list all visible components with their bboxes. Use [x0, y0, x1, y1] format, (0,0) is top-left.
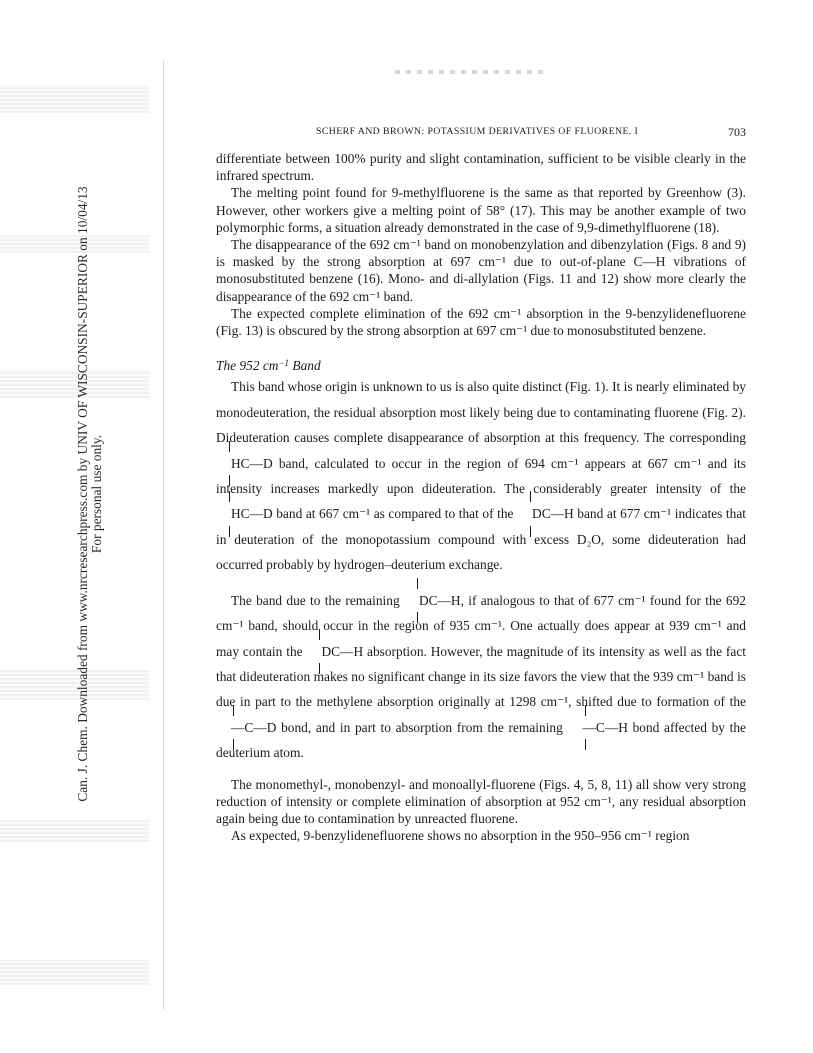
section-heading [216, 357, 746, 374]
bleed-through-mark [0, 85, 150, 113]
text-run: , if analogous to that of 677 cm⁻¹ found for the 692 cm⁻¹ band, should occur in the region of 935 cm⁻¹. One actually does appear at 939 cm⁻¹ and may contain the [216, 592, 746, 659]
structure-hcd [216, 501, 273, 526]
bond-line [585, 705, 586, 716]
text-run: bond, and in part to absorption from the remaining [276, 719, 568, 735]
page-number: 703 [728, 125, 746, 139]
bleed-through-mark [0, 820, 150, 842]
structure-label: DC—H [532, 506, 574, 522]
structure-ccd [216, 715, 276, 740]
structure-label: DC—H [321, 643, 364, 659]
paragraph: As expected, 9-benzylidenefluorene shows no absorption in the 950–956 cm⁻¹ region [231, 828, 690, 844]
text-run: bond affected by the deuterium atom. [216, 719, 746, 761]
bond-line [319, 663, 320, 674]
bond-line [530, 491, 531, 502]
running-title: SCHERF AND BROWN: POTASSIUM DERIVATIVES OF FLUORENE. I [316, 126, 639, 137]
heading-text: Band [289, 358, 321, 374]
structure-dch [306, 639, 363, 664]
text-run: The band due to the remaining [231, 592, 404, 608]
text-run: band at 667 cm⁻¹ as compared to that of the [272, 506, 518, 522]
bond-line [530, 526, 531, 537]
paragraph [216, 588, 746, 766]
paragraph: The monomethyl-, monobenzyl- and monoallyl-fluorene (Figs. 4, 5, 8, 11) all show very strong reduction of intensity or complete elimination of absorption at 952 cm⁻¹, any residual absorption again being due to contamination by unreacted fluorene. [216, 776, 746, 826]
bond-line [229, 491, 230, 502]
structure-label: —C—H [582, 719, 628, 735]
bond-line [585, 739, 586, 750]
structure-label: HC—D [231, 506, 273, 522]
paragraph: The melting point found for 9-methylfluorene is the same as that reported by Greenhow (3). However, other workers give a melting point of 58° (17). This may be another example of two polymorphic forms, a situation already demonstrated in the case of 9,9-dimethylfluorene (18). [216, 185, 746, 235]
text-run: band, calculated to occur in the region of 694 cm⁻¹ appears at 667 cm⁻¹ and its intensity increases markedly upon dideuteration. The considerably greater intensity of the [216, 455, 746, 497]
bond-line [233, 739, 234, 750]
bleed-through-mark [395, 70, 545, 74]
article-body [216, 150, 746, 844]
structure-label: DC—H [418, 592, 461, 608]
paragraph: differentiate between 100% purity and slight contamination, sufficient to be visible clearly in the infrared spectrum. [216, 151, 746, 184]
text-run: This band whose origin is unknown to us is also quite distinct (Fig. 1). It is nearly eliminated by monodeuteration, the residual absorption most likely being due to contaminating fluorene (Fig. 2). Dideuteration causes complete disappearance of absorption at this frequency. The corresponding [216, 379, 746, 446]
bond-line [233, 705, 234, 716]
paragraph: The disappearance of the 692 cm⁻¹ band on monobenzylation and dibenzylation (Figs. 8 and 9) is masked by the strong absorption at 697 cm⁻¹ due to out-of-plane C—H vibrations of monosubstituted benzene (16). Mono- and di-allylation (Figs. 11 and 12) show more clearly the disappearance of the 692 cm⁻¹ band. [216, 237, 746, 304]
bond-line [229, 441, 230, 452]
structure-cch [568, 715, 628, 740]
bleed-through-mark [0, 960, 150, 985]
text-run: absorption. However, the magnitude of its intensity as well as the fact that dideuteration makes no significant change in its size favors the view that the 939 cm⁻¹ band is due in part to the methylene absorption originally at 1298 cm⁻¹, shifted due to formation of the [216, 643, 746, 710]
paragraph [216, 374, 746, 577]
bond-line [319, 629, 320, 640]
heading-superscript: −1 [278, 358, 290, 369]
watermark-line-1: Can. J. Chem. Downloaded from www.nrcresearchpress.com by UNIV OF WISCONSIN-SUPERIOR on 10/04/13 [75, 186, 90, 802]
structure-hcd [216, 451, 273, 476]
bond-line [229, 526, 230, 537]
bond-line [417, 612, 418, 623]
structure-dch [517, 501, 574, 526]
structure-label: HC—D [231, 455, 273, 471]
bond-line [229, 475, 230, 486]
paragraph: The expected complete elimination of the 692 cm⁻¹ absorption in the 9-benzylidenefluorene (Fig. 13) is obscured by the strong absorption at 697 cm⁻¹ due to monosubstituted benzene. [216, 305, 746, 339]
text-run: band at 677 cm⁻¹ indicates that in deuteration of the monopotassium compound with excess D₂O, some dideuteration had occurred probably by hydrogen–deuterium exchange. [216, 506, 746, 573]
structure-label: —C—D [231, 719, 277, 735]
download-watermark [76, 0, 104, 994]
gutter-rule [163, 60, 164, 1010]
watermark-line-2: For personal use only. [89, 434, 104, 554]
heading-text: The 952 cm [216, 358, 279, 374]
bond-line [417, 578, 418, 589]
structure-dch [404, 588, 461, 613]
